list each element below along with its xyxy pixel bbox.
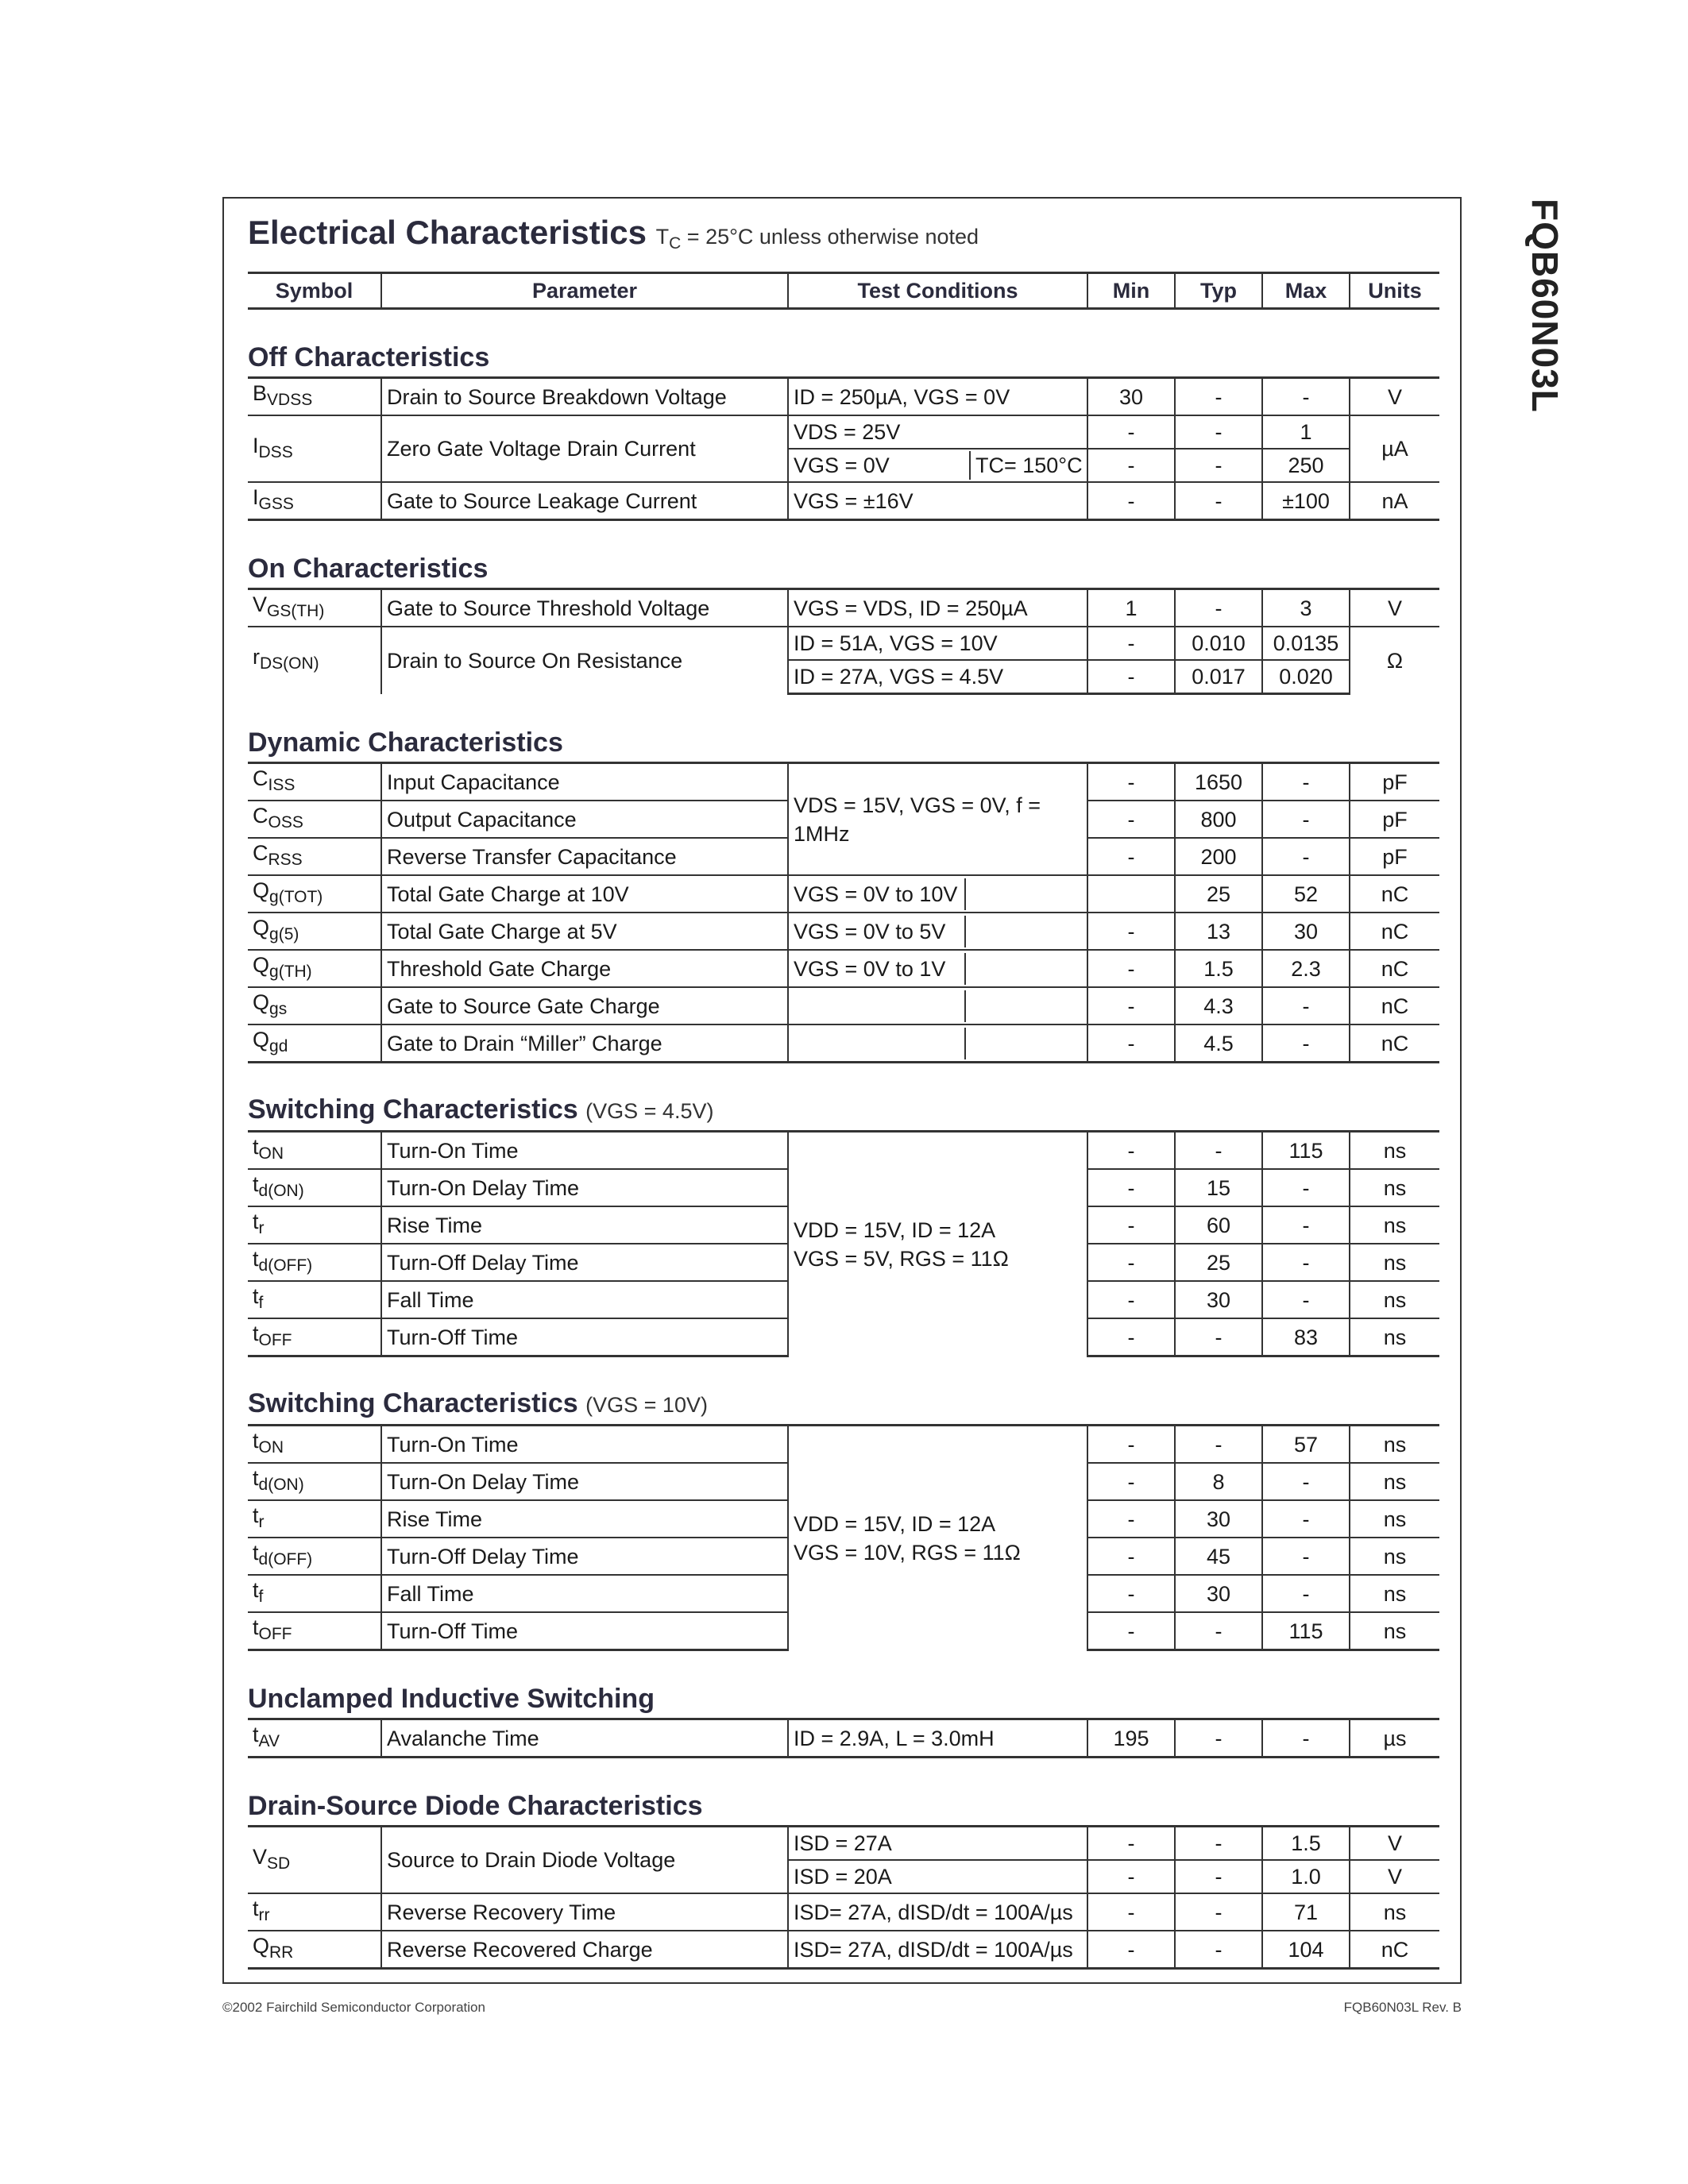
conditions: ISD= 27A, dISD/dt = 100A/µs <box>788 1893 1087 1931</box>
symbol: $t_f$ <box>248 1575 381 1612</box>
min: - <box>1087 1169 1175 1206</box>
typ: 1650 <box>1175 763 1262 801</box>
col-max: Max <box>1262 273 1350 309</box>
parameter: Total Gate Charge at 5V <box>381 913 788 950</box>
conditions <box>788 987 1087 1024</box>
section-diode: Drain-Source Diode Characteristics <box>248 1758 1439 1827</box>
units: pF <box>1350 801 1439 838</box>
max: 52 <box>1262 875 1350 913</box>
parameter: Fall Time <box>381 1575 788 1612</box>
min: - <box>1087 1500 1175 1538</box>
symbol: $Q_{RR}$ <box>248 1931 381 1969</box>
page-title <box>248 213 1439 264</box>
conditions: VGS = ±16V <box>788 482 1087 520</box>
table-row <box>248 913 1439 950</box>
typ: - <box>1175 1893 1262 1931</box>
min: - <box>1087 801 1175 838</box>
parameter: Total Gate Charge at 10V <box>381 875 788 913</box>
table-row <box>248 415 1439 449</box>
spec-table <box>248 272 1439 1970</box>
symbol: $t_{ON}$ <box>248 1132 381 1170</box>
col-units: Units <box>1350 273 1439 309</box>
conditions: ID = 2.9A, L = 3.0mH <box>788 1719 1087 1758</box>
parameter: Rise Time <box>381 1500 788 1538</box>
typ: - <box>1175 1132 1262 1170</box>
typ: 13 <box>1175 913 1262 950</box>
min: - <box>1087 763 1175 801</box>
min: - <box>1087 482 1175 520</box>
symbol: $C_{RSS}$ <box>248 838 381 875</box>
max: - <box>1262 1169 1350 1206</box>
units: ns <box>1350 1893 1439 1931</box>
units: µs <box>1350 1719 1439 1758</box>
conditions: VGS = 0V to 5V <box>788 913 1087 950</box>
units: ns <box>1350 1244 1439 1281</box>
min: - <box>1087 987 1175 1024</box>
symbol: $t_f$ <box>248 1281 381 1318</box>
max: - <box>1262 1024 1350 1063</box>
max: 1.5 <box>1262 1827 1350 1861</box>
col-conditions: Test Conditions <box>788 273 1087 309</box>
units: nC <box>1350 1024 1439 1063</box>
typ: - <box>1175 1827 1262 1861</box>
units: ns <box>1350 1426 1439 1464</box>
table-header <box>248 273 1439 309</box>
min: - <box>1087 1463 1175 1500</box>
typ: 25 <box>1175 875 1262 913</box>
section-off: Off Characteristics <box>248 309 1439 378</box>
max: 71 <box>1262 1893 1350 1931</box>
max: 0.0135 <box>1262 627 1350 660</box>
min: - <box>1087 1538 1175 1575</box>
table-row <box>248 1827 1439 1861</box>
parameter: Turn-Off Delay Time <box>381 1538 788 1575</box>
table-row <box>248 1132 1439 1170</box>
typ: 4.5 <box>1175 1024 1262 1063</box>
col-min: Min <box>1087 273 1175 309</box>
typ: 200 <box>1175 838 1262 875</box>
footer-revision: FQB60N03L Rev. B <box>1343 2000 1462 2015</box>
parameter: Gate to Source Threshold Voltage <box>381 589 788 627</box>
parameter: Fall Time <box>381 1281 788 1318</box>
units: pF <box>1350 763 1439 801</box>
parameter: Threshold Gate Charge <box>381 950 788 987</box>
symbol: $t_{AV}$ <box>248 1719 381 1758</box>
max: - <box>1262 838 1350 875</box>
min: - <box>1087 449 1175 482</box>
conditions: ID = 51A, VGS = 10V <box>788 627 1087 660</box>
min: - <box>1087 660 1175 694</box>
max: ±100 <box>1262 482 1350 520</box>
min: 1 <box>1087 589 1175 627</box>
table-row <box>248 875 1439 913</box>
parameter: Gate to Source Leakage Current <box>381 482 788 520</box>
section-uis: Unclamped Inductive Switching <box>248 1650 1439 1719</box>
units: nA <box>1350 482 1439 520</box>
parameter: Turn-Off Delay Time <box>381 1244 788 1281</box>
units: nC <box>1350 1931 1439 1969</box>
units: ns <box>1350 1612 1439 1650</box>
max: 250 <box>1262 449 1350 482</box>
parameter: Drain to Source Breakdown Voltage <box>381 378 788 416</box>
min: - <box>1087 1575 1175 1612</box>
typ: - <box>1175 482 1262 520</box>
title-text: Electrical Characteristics <box>248 214 647 251</box>
units: ns <box>1350 1463 1439 1500</box>
symbol: $t_{OFF}$ <box>248 1318 381 1356</box>
typ: - <box>1175 449 1262 482</box>
conditions: VDD = 15V, ID = 12A VGS = 5V, RGS = 11Ω <box>788 1132 1087 1356</box>
parameter: Source to Drain Diode Voltage <box>381 1827 788 1894</box>
typ: - <box>1175 1318 1262 1356</box>
min: - <box>1087 415 1175 449</box>
section-switching-4-5v: Switching Characteristics (VGS = 4.5V) <box>248 1063 1439 1132</box>
units: nC <box>1350 875 1439 913</box>
parameter: Turn-Off Time <box>381 1318 788 1356</box>
section-dynamic: Dynamic Characteristics <box>248 694 1439 763</box>
symbol: $Q_{gd}$ <box>248 1024 381 1063</box>
max: 115 <box>1262 1132 1350 1170</box>
min <box>1087 875 1175 913</box>
max: 3 <box>1262 589 1350 627</box>
table-row <box>248 378 1439 416</box>
col-typ: Typ <box>1175 273 1262 309</box>
max: 83 <box>1262 1318 1350 1356</box>
typ: - <box>1175 1719 1262 1758</box>
parameter: Output Capacitance <box>381 801 788 838</box>
conditions: VDD = 15V, ID = 12A VGS = 10V, RGS = 11Ω <box>788 1426 1087 1650</box>
side-part-number: FQB60N03L <box>1524 199 1566 413</box>
typ: 15 <box>1175 1169 1262 1206</box>
max: 30 <box>1262 913 1350 950</box>
max: - <box>1262 763 1350 801</box>
max: - <box>1262 987 1350 1024</box>
table-row <box>248 1893 1439 1931</box>
typ: 30 <box>1175 1500 1262 1538</box>
typ: 30 <box>1175 1281 1262 1318</box>
min: - <box>1087 1893 1175 1931</box>
typ: 4.3 <box>1175 987 1262 1024</box>
col-parameter: Parameter <box>381 273 788 309</box>
min: - <box>1087 1244 1175 1281</box>
parameter: Turn-On Delay Time <box>381 1463 788 1500</box>
min: - <box>1087 1281 1175 1318</box>
min: - <box>1087 1024 1175 1063</box>
max: 104 <box>1262 1931 1350 1969</box>
parameter: Reverse Recovered Charge <box>381 1931 788 1969</box>
symbol: $t_r$ <box>248 1500 381 1538</box>
max: - <box>1262 1719 1350 1758</box>
symbol: $t_{ON}$ <box>248 1426 381 1464</box>
conditions: VDS = 25V <box>788 415 1087 449</box>
conditions: ID = 27A, VGS = 4.5V <box>788 660 1087 694</box>
parameter: Drain to Source On Resistance <box>381 627 788 694</box>
footer-copyright: ©2002 Fairchild Semiconductor Corporation <box>222 2000 485 2015</box>
symbol: $V_{SD}$ <box>248 1827 381 1894</box>
symbol: $Q_{gs}$ <box>248 987 381 1024</box>
max: 115 <box>1262 1612 1350 1650</box>
col-symbol: Symbol <box>248 273 381 309</box>
parameter: Gate to Source Gate Charge <box>381 987 788 1024</box>
parameter: Reverse Transfer Capacitance <box>381 838 788 875</box>
min: - <box>1087 1318 1175 1356</box>
table-row <box>248 763 1439 801</box>
max: - <box>1262 801 1350 838</box>
parameter: Turn-On Time <box>381 1426 788 1464</box>
parameter: Avalanche Time <box>381 1719 788 1758</box>
max: - <box>1262 1538 1350 1575</box>
max: 1.0 <box>1262 1860 1350 1893</box>
typ: 30 <box>1175 1575 1262 1612</box>
symbol: $Q_{g(TOT)}$ <box>248 875 381 913</box>
section-switching-10v: Switching Characteristics (VGS = 10V) <box>248 1356 1439 1426</box>
units: nC <box>1350 950 1439 987</box>
typ: 0.010 <box>1175 627 1262 660</box>
symbol: $t_{d(ON)}$ <box>248 1463 381 1500</box>
min: - <box>1087 1860 1175 1893</box>
min: - <box>1087 838 1175 875</box>
max: - <box>1262 1281 1350 1318</box>
conditions: ISD= 27A, dISD/dt = 100A/µs <box>788 1931 1087 1969</box>
symbol: $t_{OFF}$ <box>248 1612 381 1650</box>
conditions: VGS = VDS, ID = 250µA <box>788 589 1087 627</box>
table-row <box>248 1426 1439 1464</box>
conditions: ISD = 20A <box>788 1860 1087 1893</box>
min: - <box>1087 950 1175 987</box>
units: pF <box>1350 838 1439 875</box>
symbol: $B_{VDSS}$ <box>248 378 381 416</box>
typ: - <box>1175 378 1262 416</box>
parameter: Gate to Drain “Miller” Charge <box>381 1024 788 1063</box>
max: 57 <box>1262 1426 1350 1464</box>
symbol: $r_{DS(ON)}$ <box>248 627 381 694</box>
parameter: Turn-Off Time <box>381 1612 788 1650</box>
conditions: ID = 250µA, VGS = 0V <box>788 378 1087 416</box>
units: V <box>1350 589 1439 627</box>
typ: - <box>1175 1426 1262 1464</box>
symbol: $t_{d(OFF)}$ <box>248 1244 381 1281</box>
parameter: Turn-On Time <box>381 1132 788 1170</box>
symbol: $Q_{g(TH)}$ <box>248 950 381 987</box>
conditions: ISD = 27A <box>788 1827 1087 1861</box>
section-on: On Characteristics <box>248 520 1439 589</box>
typ: 1.5 <box>1175 950 1262 987</box>
min: - <box>1087 1132 1175 1170</box>
max: - <box>1262 1500 1350 1538</box>
min: 195 <box>1087 1719 1175 1758</box>
table-row <box>248 589 1439 627</box>
units: V <box>1350 378 1439 416</box>
conditions: VGS = 0V TC= 150°C <box>788 449 1087 482</box>
min: - <box>1087 1612 1175 1650</box>
typ: 800 <box>1175 801 1262 838</box>
electrical-characteristics <box>248 213 1439 1970</box>
units: ns <box>1350 1538 1439 1575</box>
parameter: Turn-On Delay Time <box>381 1169 788 1206</box>
units: nC <box>1350 987 1439 1024</box>
max: - <box>1262 1575 1350 1612</box>
conditions: VDS = 15V, VGS = 0V, f = 1MHz <box>788 763 1087 876</box>
table-row <box>248 482 1439 520</box>
symbol: $C_{ISS}$ <box>248 763 381 801</box>
parameter: Rise Time <box>381 1206 788 1244</box>
units: ns <box>1350 1500 1439 1538</box>
max: - <box>1262 1463 1350 1500</box>
min: - <box>1087 1206 1175 1244</box>
min: - <box>1087 1931 1175 1969</box>
conditions: VGS = 0V to 10V <box>788 875 1087 913</box>
conditions <box>788 1024 1087 1063</box>
symbol: $t_{d(OFF)}$ <box>248 1538 381 1575</box>
symbol: $C_{OSS}$ <box>248 801 381 838</box>
symbol: $I_{GSS}$ <box>248 482 381 520</box>
parameter: Reverse Recovery Time <box>381 1893 788 1931</box>
units: V <box>1350 1827 1439 1861</box>
typ: - <box>1175 589 1262 627</box>
units: V <box>1350 1860 1439 1893</box>
table-row <box>248 987 1439 1024</box>
min: - <box>1087 913 1175 950</box>
typ: - <box>1175 1612 1262 1650</box>
max: 1 <box>1262 415 1350 449</box>
min: - <box>1087 1426 1175 1464</box>
parameter: Zero Gate Voltage Drain Current <box>381 415 788 482</box>
units: nC <box>1350 913 1439 950</box>
typ: 0.017 <box>1175 660 1262 694</box>
table-row <box>248 950 1439 987</box>
typ: 8 <box>1175 1463 1262 1500</box>
min: 30 <box>1087 378 1175 416</box>
symbol: $t_{d(ON)}$ <box>248 1169 381 1206</box>
units: µA <box>1350 415 1439 482</box>
typ: 60 <box>1175 1206 1262 1244</box>
table-row <box>248 1719 1439 1758</box>
title-note: $T_C = 25^\circ C$ unless otherwise noted <box>655 225 979 253</box>
units: ns <box>1350 1132 1439 1170</box>
units: ns <box>1350 1575 1439 1612</box>
units: ns <box>1350 1169 1439 1206</box>
units: ns <box>1350 1281 1439 1318</box>
symbol: $Q_{g(5)}$ <box>248 913 381 950</box>
min: - <box>1087 1827 1175 1861</box>
min: - <box>1087 627 1175 660</box>
conditions: VGS = 0V to 1V <box>788 950 1087 987</box>
max: - <box>1262 378 1350 416</box>
symbol: $V_{GS(TH)}$ <box>248 589 381 627</box>
typ: - <box>1175 415 1262 449</box>
max: - <box>1262 1244 1350 1281</box>
symbol: $t_r$ <box>248 1206 381 1244</box>
table-row <box>248 1024 1439 1063</box>
symbol: $t_{rr}$ <box>248 1893 381 1931</box>
table-row <box>248 627 1439 660</box>
max: 0.020 <box>1262 660 1350 694</box>
table-row <box>248 1931 1439 1969</box>
typ: - <box>1175 1860 1262 1893</box>
typ: 25 <box>1175 1244 1262 1281</box>
units: Ω <box>1350 627 1439 694</box>
max: - <box>1262 1206 1350 1244</box>
parameter: Input Capacitance <box>381 763 788 801</box>
max: 2.3 <box>1262 950 1350 987</box>
units: ns <box>1350 1318 1439 1356</box>
symbol: $I_{DSS}$ <box>248 415 381 482</box>
typ: - <box>1175 1931 1262 1969</box>
units: ns <box>1350 1206 1439 1244</box>
typ: 45 <box>1175 1538 1262 1575</box>
